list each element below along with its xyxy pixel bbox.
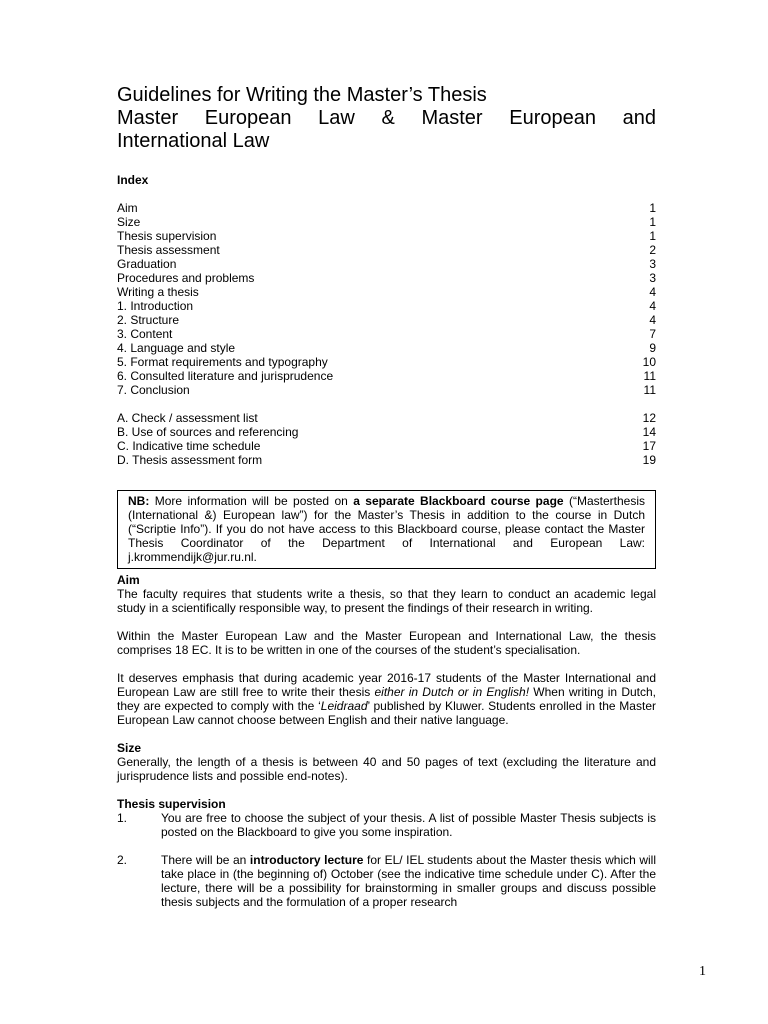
index-item-label: Procedures and problems	[117, 271, 255, 285]
index-list	[117, 201, 656, 467]
index-appendix-item	[117, 425, 656, 439]
index-item-label: Size	[117, 215, 141, 229]
index-item	[117, 201, 656, 215]
nb-bold-text: a separate Blackboard course page	[353, 494, 564, 508]
index-item-label: Aim	[117, 201, 138, 215]
nb-label: NB:	[128, 494, 150, 508]
page-number: 1	[699, 964, 706, 979]
index-item	[117, 327, 656, 341]
index-item-page: 4	[649, 299, 656, 313]
supervision-item-text: You are free to choose the subject of your thesis. A list of possible Master Thesis subjects is posted on the Blackboard to give you some inspiration.	[161, 811, 656, 839]
aim-paragraph-2: Within the Master European Law and the Master European and International Law, the thesis comprises 18 EC. It is to be written in one of the courses of the student’s specialisation.	[117, 629, 656, 657]
index-item-page: 14	[642, 425, 656, 439]
aim-paragraph-1: The faculty requires that students write a thesis, so that they learn to conduct an academic legal study in a scientifically responsible way, to present the findings of their research in writing.	[117, 587, 656, 615]
index-item-page: 12	[642, 411, 656, 425]
index-item-label: A. Check / assessment list	[117, 411, 258, 425]
index-item-page: 4	[649, 285, 656, 299]
index-appendix-item	[117, 411, 656, 425]
index-appendix-item	[117, 453, 656, 467]
index-item-page: 3	[649, 271, 656, 285]
index-item-label: 1. Introduction	[117, 299, 194, 313]
index-item-page: 17	[642, 439, 656, 453]
index-item-page: 19	[642, 453, 656, 467]
index-item-label: B. Use of sources and referencing	[117, 425, 299, 439]
aim-paragraph-3	[117, 671, 656, 727]
nb-notice-box	[117, 490, 656, 569]
index-item	[117, 369, 656, 383]
supervision-text-end: for EL/ IEL students about the Master thesis which will take place in (the beginning of) October (see the indicative time schedule under C). After the lecture, there will be a possibility for brainstorming in smaller groups and discuss possible thesis subjects and the formulation of a proper research	[161, 853, 656, 909]
index-item	[117, 341, 656, 355]
index-item-page: 11	[643, 369, 656, 383]
supervision-item-number: 2.	[117, 853, 128, 867]
supervision-text-start: There will be an	[161, 853, 250, 867]
index-item-page: 2	[649, 243, 656, 257]
index-appendix-item	[117, 439, 656, 453]
aim-p3-italic: either in Dutch or in English!	[374, 685, 530, 699]
index-item-label: D. Thesis assessment form	[117, 453, 263, 467]
document-subtitle-line1: Master European Law & Master European and	[117, 107, 656, 129]
index-item	[117, 285, 656, 299]
aim-p3-text: It deserves emphasis that during academic year 2016-17 students of the Master International and European Law are still free to write their thesis	[117, 671, 656, 699]
index-item	[117, 257, 656, 271]
supervision-bold-text: introductory lecture	[249, 853, 364, 867]
nb-text-start: More information will be posted on	[149, 494, 354, 508]
index-heading: Index	[117, 173, 149, 187]
nb-text-end: (“Masterthesis (International &) European law”) for the Master’s Thesis in addition to the course in Dutch (“Scriptie Info”). If you do not have access to this Blackboard course, please contact the Master Thesis Coordinator of the Department of International and European Law: j.krommendijk@jur.ru.nl.	[128, 494, 645, 564]
index-item-page: 11	[643, 383, 656, 397]
index-item-page: 4	[649, 313, 656, 327]
index-item-label: 5. Format requirements and typography	[117, 355, 328, 369]
index-item-page: 1	[649, 229, 656, 243]
document-subtitle-line2: International Law	[117, 130, 270, 152]
index-item	[117, 229, 656, 243]
aim-p3-text: ’ published by Kluwer. Students enrolled in the Master European Law cannot choose between English and their native language.	[117, 699, 656, 727]
supervision-item	[117, 853, 656, 909]
supervision-heading: Thesis supervision	[117, 797, 226, 811]
document-title: Guidelines for Writing the Master’s Thesis	[117, 84, 487, 106]
index-item-label: C. Indicative time schedule	[117, 439, 261, 453]
index-item-label: Thesis assessment	[117, 243, 220, 257]
aim-heading: Aim	[117, 573, 140, 587]
index-item	[117, 383, 656, 397]
aim-p3-text: When writing in Dutch, they are expected to comply with the ‘	[117, 685, 657, 713]
aim-p3-italic: Leidraad	[320, 699, 368, 713]
index-item-label: Graduation	[117, 257, 177, 271]
supervision-item-number: 1.	[117, 811, 128, 825]
index-item	[117, 271, 656, 285]
index-item	[117, 215, 656, 229]
supervision-item	[117, 811, 656, 839]
index-item-label: 6. Consulted literature and jurisprudence	[117, 369, 334, 383]
index-item-label: 3. Content	[117, 327, 173, 341]
index-item	[117, 313, 656, 327]
index-item-page: 1	[649, 215, 656, 229]
index-item-page: 3	[649, 257, 656, 271]
index-item-label: 4. Language and style	[117, 341, 236, 355]
index-item-page: 10	[642, 355, 656, 369]
index-item-label: 2. Structure	[117, 313, 180, 327]
size-heading: Size	[117, 741, 142, 755]
index-item-page: 9	[649, 341, 656, 355]
index-spacer	[117, 397, 656, 411]
index-item	[117, 355, 656, 369]
index-item-page: 7	[649, 327, 656, 341]
index-item-label: Writing a thesis	[117, 285, 199, 299]
supervision-item-text	[161, 853, 656, 909]
index-item-label: Thesis supervision	[117, 229, 217, 243]
size-paragraph: Generally, the length of a thesis is between 40 and 50 pages of text (excluding the literature and jurisprudence lists and possible end-notes).	[117, 755, 656, 783]
index-item	[117, 299, 656, 313]
supervision-list	[117, 811, 656, 909]
index-item-label: 7. Conclusion	[117, 383, 190, 397]
document-body	[117, 84, 656, 923]
index-item	[117, 243, 656, 257]
index-item-page: 1	[649, 201, 656, 215]
